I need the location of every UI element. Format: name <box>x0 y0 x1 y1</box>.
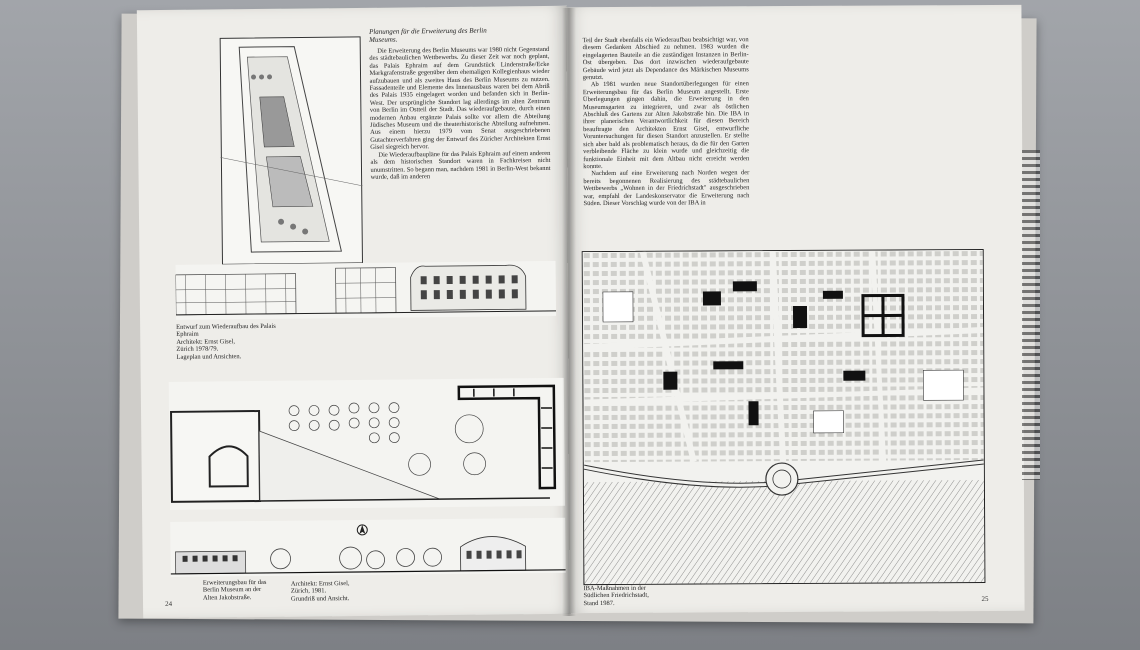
page-number-right: 25 <box>981 594 989 604</box>
left-paragraph-2: Die Wiederaufbaupläne für das Palais Ephraim auf einem anderen als dem historischen Standort waren in Fachkreisen nicht unumstritten. So begann man, nachdem 1981 in Berlin-West bekannt wurde, daß im anderen <box>370 149 551 181</box>
caption-plan-a: Erweiterungsbau für das Berlin Museum an der Alten Jakobstraße. <box>202 578 267 602</box>
left-text-column <box>369 46 550 181</box>
right-text-column <box>583 36 750 207</box>
elevation-drawing <box>175 261 556 320</box>
city-map-drawing <box>583 250 985 584</box>
street-elevation-drawing <box>170 518 566 577</box>
floor-plan-figure <box>169 378 565 510</box>
left-paragraph-1: Die Erweiterung des Berlin Museums war 1980 nicht Gegenstand des städtebaulichen Wettbewerbs. Zu dieser Zeit war noch geplant, das Palais Ephraim auf dem Grundstück Lindenstraße/Ecke Markgrafenstraße gegenüber dem ehemaligen Kollegienhaus wieder aufzubauen und als zweites Haus des Berlin Museums zu nutzen. Fassadenteile und Elemente des Innenausbaus waren bei dem Abriß des Palais 1935 eingelagert worden und befanden sich in Berlin-West. Der ursprüngliche Standort lag allerdings im alten Zentrum von Berlin im Ostteil der Stadt. Das wiederaufgebaute, durch einen modernen Anbau ergänzte Palais sollte vor allem die Abteilung Jüdisches Museum und die theaterhistorische Abteilung aufnehmen. Aus einem hierzu 1979 vom Senat ausgeschriebenen Gutachterverfahren ging der Entwurf des Züricher Architekten Ernst Gisel siegreich hervor. <box>369 45 551 152</box>
city-map-figure <box>582 249 986 585</box>
right-paragraph-3: Nachdem auf eine Erweiterung nach Norden wegen der bereits begonnenen Realisierung des städtebaulichen Wettbewerbs „Wohnen in der Friedrichstadt" ausgeschrieben war, empfahl der Landeskonservator die Erweiterung nach Süden. Dieser Vorschlag wurde von der IBA in <box>583 169 750 208</box>
floor-plan-drawing <box>169 378 565 510</box>
left-page <box>137 6 573 618</box>
book-spine <box>562 8 576 616</box>
street-elevation-figure <box>170 518 566 577</box>
elevation-figure <box>175 261 556 320</box>
site-plan-figure <box>219 36 363 265</box>
caption-map: IBA-Maßnahmen in der Südlichen Friedrichstadt, Stand 1987. <box>583 584 649 607</box>
right-paragraph-1: Teil der Stadt ebenfalls ein Wiederaufbau beabsichtigt war, von diesem Gedanken Abschied zu nehmen. 1983 wurden die eingelagerten Bauteile an die zuständigen Instanzen in Berlin-Ost übergeben. Das dort inzwischen wiederaufgebaute Gebäude wird jetzt als Dependance des Märkischen Museums genutzt. <box>582 36 749 82</box>
page-edge-strip <box>1022 150 1040 480</box>
right-paragraph-2: Ab 1981 wurden neue Standortüberlegungen für einen Erweiterungsbau für das Berlin Museum angestellt. Erste Überlegungen gingen dahin, die Erweiterung in den Museumsgarten zu integrieren, und zwar als östlichen Abschluß des Gartens zur Alten Jakobstraße hin. Die IBA in ihrer planerischen Verantwortlichkeit für diesen Bereich beauftragte den Architekten Ernst Gisel, entwurfliche Voruntersuchungen für diesen Standort anzustellen. Er stellte sich aber bald als problematisch heraus, da die für den Garten verbleibende Fläche zu klein wurde und gleichzeitig die funktionale Einheit mit dem Altbau nicht erreicht werden konnte. <box>582 80 750 171</box>
caption-elevation: Entwurf zum Wiederaufbau des Palais Ephraim Architekt: Ernst Gisel, Zürich 1978/79. Lageplan und Ansichten. <box>176 322 276 361</box>
section-heading: Planungen für die Erweiterung des Berlin Museums. <box>369 26 487 44</box>
caption-plan-b: Architekt: Ernst Gisel, Zürich, 1981. Grundriß und Ansicht. <box>290 580 350 603</box>
page-number-left: 24 <box>165 599 173 609</box>
right-page <box>566 5 1024 613</box>
site-plan-drawing <box>219 36 363 265</box>
